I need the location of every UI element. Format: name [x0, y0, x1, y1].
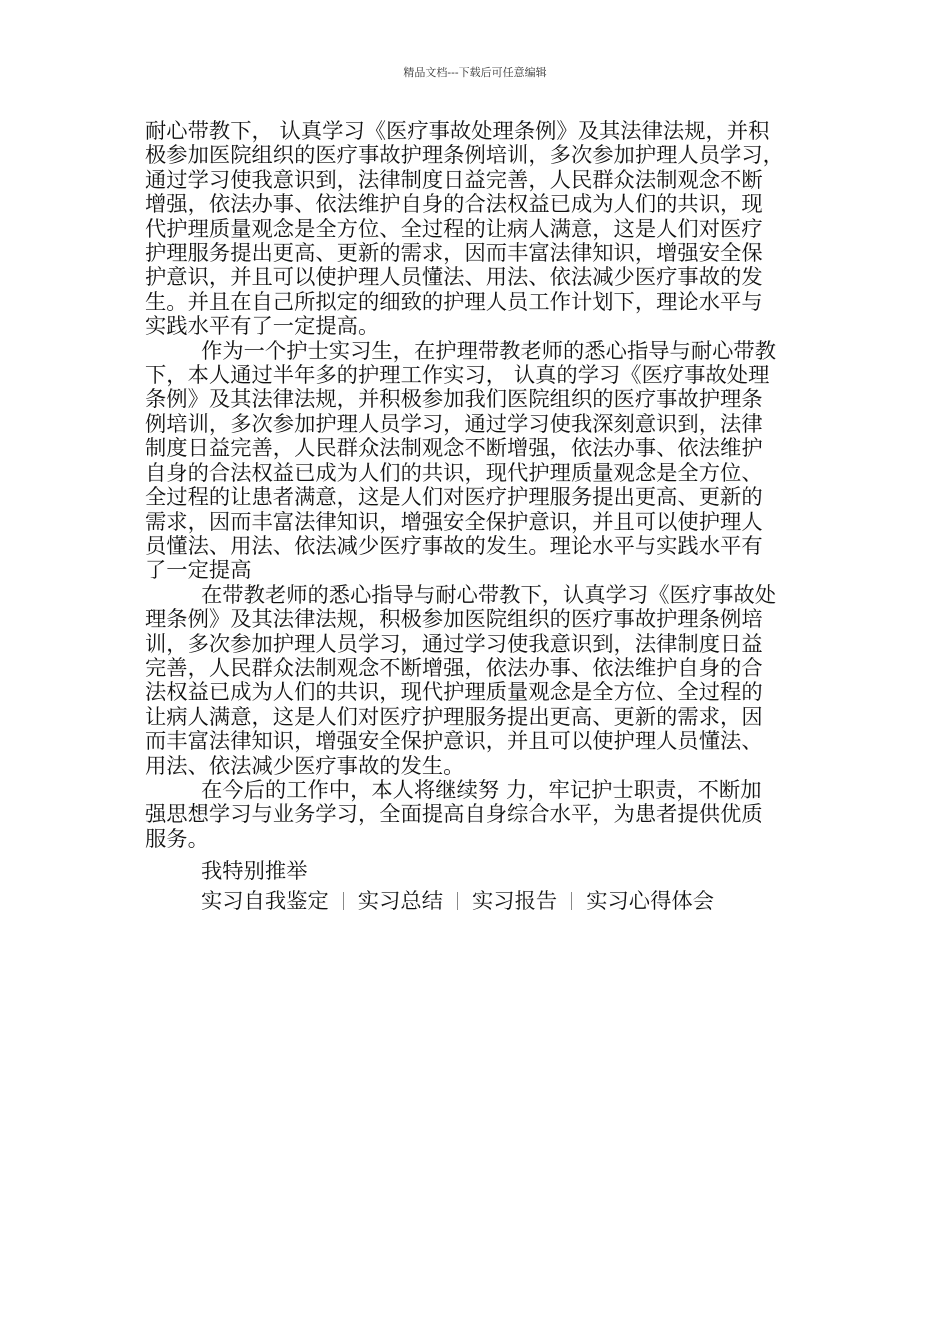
text-line: 强思想学习与业务学习，全面提高自身综合水平，为患者提供优质	[145, 803, 763, 828]
text-line: 代护理质量观念是全方位、全过程的让病人满意，这是人们对医疗	[145, 217, 763, 242]
text-line: 用法、依法减少医疗事故的发生。	[145, 754, 465, 779]
page-header: 精品文档---下载后可任意编辑	[403, 66, 547, 79]
text-line: 法权益已成为人们的共识，现代护理质量观念是全方位、全过程的	[145, 681, 763, 706]
text-line: 耐心带教下， 认真学习《医疗事故处理条例》及其法律法规，并积	[145, 120, 770, 144]
text-line: 条例》及其法律法规，并积极参加我们医院组织的医疗事故护理条	[145, 388, 763, 413]
text-line: 制度日益完善，人民群众法制观念不断增强，依法办事、依法维护	[145, 437, 763, 462]
link-summary[interactable]: 实习总结	[357, 888, 443, 914]
link-separator	[343, 892, 344, 910]
paragraph-4	[145, 779, 815, 852]
document-body	[145, 120, 815, 915]
text-line: 作为一个护士实习生，在护理带教老师的悉心指导与耐心带教	[201, 339, 777, 364]
paragraph-1	[145, 120, 815, 340]
text-line: 通过学习使我意识到，法律制度日益完善，人民群众法制观念不断	[145, 168, 763, 193]
text-line: 全过程的让患者满意，这是人们对医疗护理服务提出更高、更新的	[145, 486, 763, 511]
link-report[interactable]: 实习报告	[472, 888, 558, 914]
text-line: 护意识，并且可以使护理人员懂法、用法、依法减少医疗事故的发	[145, 266, 763, 291]
text-line: 极参加医院组织的医疗事故护理条例培训，多次参加护理人员学习，	[145, 144, 784, 169]
text-line: 自身的合法权益已成为人们的共识，现代护理质量观念是全方位、	[145, 461, 763, 486]
recommend-label: 我特别推举	[201, 859, 308, 885]
text-line: 完善，人民群众法制观念不断增强，依法办事、依法维护自身的合	[145, 656, 763, 681]
paragraph-2	[145, 340, 815, 584]
text-line: 理条例》及其法律法规，积极参加医院组织的医疗事故护理条例培	[145, 608, 763, 633]
text-line: 在带教老师的悉心指导与耐心带教下，认真学习《医疗事故处	[201, 583, 777, 608]
link-self-evaluation[interactable]: 实习自我鉴定	[201, 888, 329, 914]
text-line: 在今后的工作中，本人将继续努 力，牢记护士职责，不断加	[201, 778, 762, 803]
text-line: 训，多次参加护理人员学习，通过学习使我意识到，法律制度日益	[145, 632, 763, 657]
link-experience[interactable]: 实习心得体会	[586, 888, 714, 914]
link-separator	[571, 892, 572, 910]
text-line: 例培训，多次参加护理人员学习，通过学习使我深刻意识到，法律	[145, 412, 763, 437]
text-line: 下，本人通过半年多的护理工作实习， 认真的学习《医疗事故处理	[145, 364, 770, 389]
text-line: 生。并且在自己所拟定的细致的护理人员工作计划下，理论水平与	[145, 290, 763, 315]
related-links	[145, 889, 815, 915]
text-line: 了一定提高	[145, 559, 252, 584]
text-line: 服务。	[145, 827, 209, 852]
link-separator	[457, 892, 458, 910]
text-line: 护理服务提出更高、更新的需求，因而丰富法律知识，增强安全保	[145, 242, 763, 267]
text-line: 让病人满意，这是人们对医疗护理服务提出更高、更新的需求，因	[145, 705, 763, 730]
text-line: 实践水平有了一定提高。	[145, 315, 380, 340]
text-line: 员懂法、用法、依法减少医疗事故的发生。理论水平与实践水平有	[145, 534, 763, 559]
text-line: 增强，依法办事、依法维护自身的合法权益已成为人们的共识，现	[145, 193, 763, 218]
text-line: 需求，因而丰富法律知识，增强安全保护意识，并且可以使护理人	[145, 510, 763, 535]
text-line: 而丰富法律知识，增强安全保护意识，并且可以使护理人员懂法、	[145, 730, 763, 755]
paragraph-3	[145, 584, 815, 779]
